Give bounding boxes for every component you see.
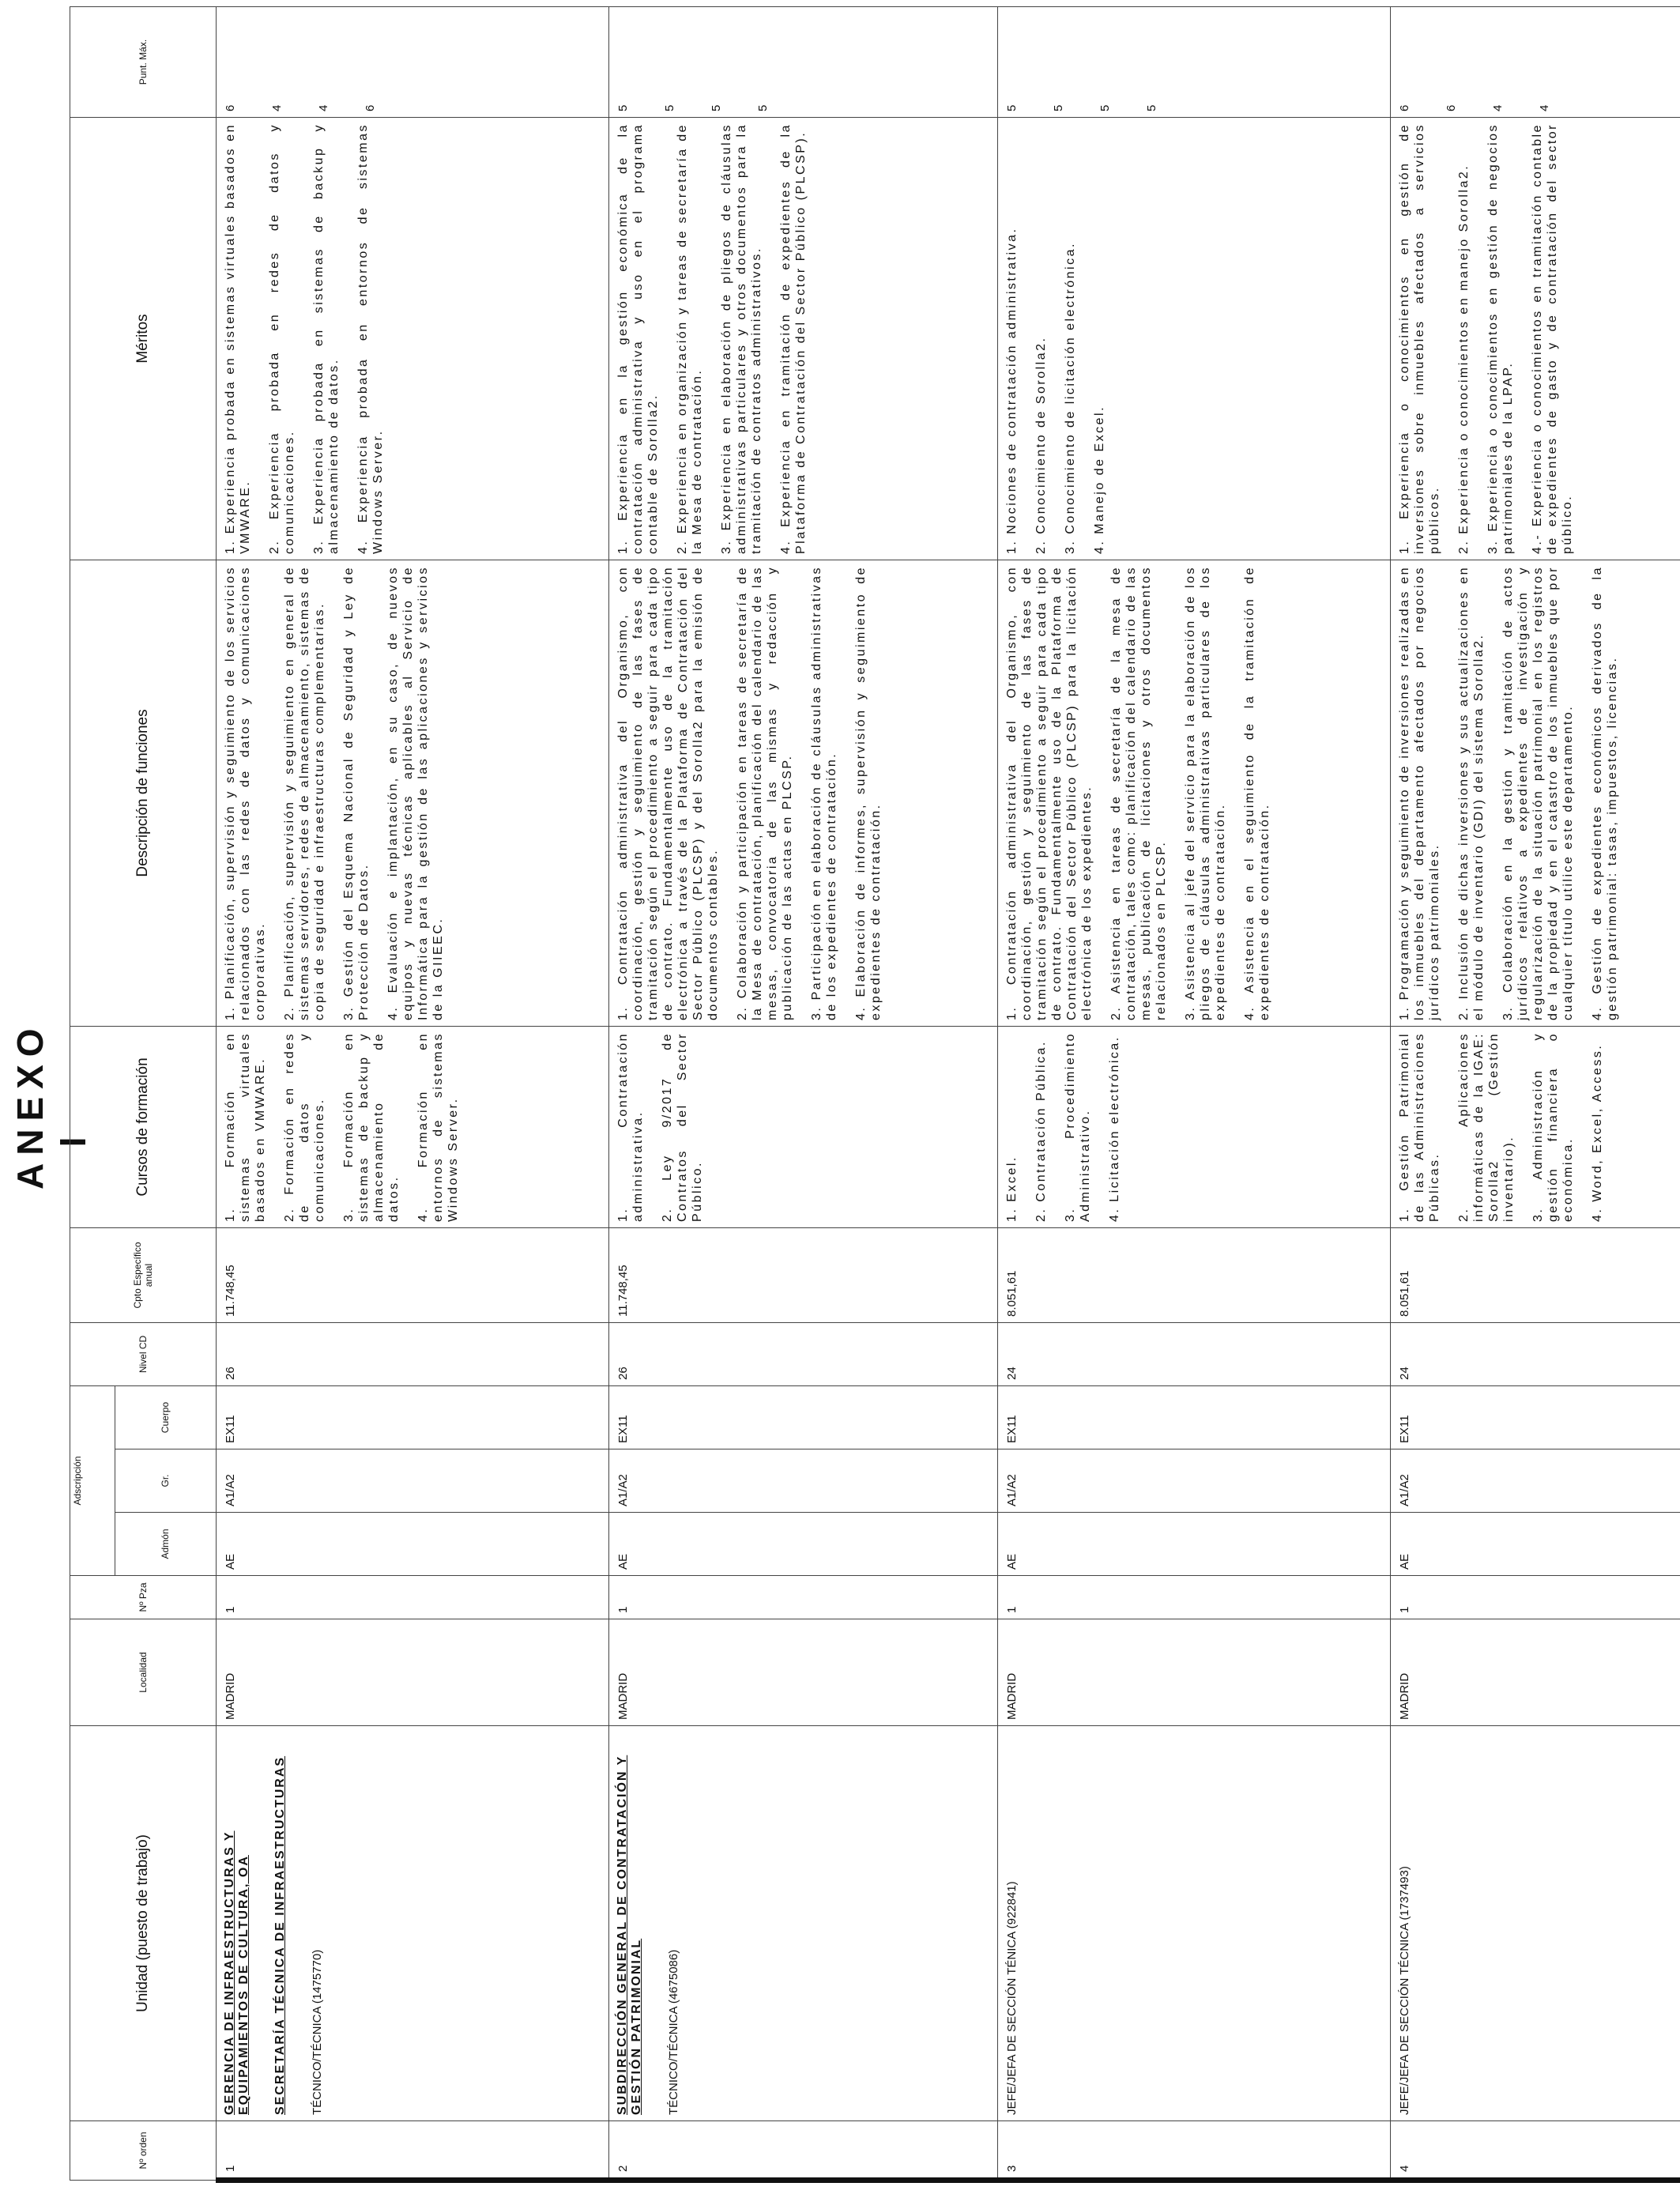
- admon-cell: AE: [609, 1513, 998, 1576]
- section-org-title: GERENCIA DE INFRAESTRUCTURAS Y EQUIPAMIENTOS DE CULTURA, OA: [223, 1830, 250, 2115]
- list-item: 2. Asistencia en tareas de secretaría de la mesa de contratación, tales como: planificación del calendario de las mesas, publicación de licitaciones y otros documentos relacionados en PLCSP.: [1109, 566, 1168, 1020]
- punt-max-value: 5: [1145, 104, 1158, 111]
- list-item: 4. Experiencia en tramitación de expedientes de la Plataforma de Contratación del Sector Público (PLCSP).: [779, 123, 808, 554]
- gr-cell: A1/A2: [1391, 1449, 1680, 1513]
- punt-max-value: 5: [663, 104, 676, 111]
- puesto-name: JEFE/JEFA DE SECCIÓN TÉCNICA (1737493): [1398, 1866, 1411, 2115]
- meritos-cell: [609, 118, 998, 560]
- nivel-cell: 26: [609, 1323, 998, 1386]
- puntos-cell: [998, 7, 1391, 118]
- cuerpo-cell: EX11: [1391, 1386, 1680, 1449]
- list-item: 3. Experiencia o conocimientos en gestión de negocios patrimoniales de la LPAP.: [1486, 123, 1515, 554]
- npza-cell: 1: [998, 1576, 1391, 1619]
- header-admon: Admón: [115, 1513, 216, 1576]
- punt-max-value: 5: [1052, 104, 1065, 111]
- puntos-cell: [1391, 7, 1680, 118]
- table-row: [1391, 7, 1680, 2181]
- cursos-cell: [998, 1027, 1391, 1228]
- punt-max-value: 6: [224, 104, 237, 111]
- list-item: 1. Formación en sistemas virtuales basados en VMWARE.: [224, 1032, 267, 1222]
- list-item: 4. Formación en entornos de sistemas Windows Server.: [416, 1032, 460, 1222]
- section-unit-title: SECRETARÍA TÉCNICA DE INFRAESTRUCTURAS: [273, 1755, 287, 2115]
- list-item: 4. Experiencia probada en entornos de sistemas Windows Server.: [356, 123, 385, 554]
- cursos-cell: [217, 1027, 609, 1228]
- list-item: 2. Aplicaciones informáticas de la IGAE: Sorolla2 (Gestión inventario).: [1457, 1032, 1516, 1222]
- localidad-cell: MADRID: [1391, 1619, 1680, 1726]
- punt-max-value: 4: [1491, 104, 1505, 111]
- orden-cell: 4: [1391, 2121, 1680, 2181]
- list-item: 3. Experiencia probada en sistemas de backup y almacenamiento de datos.: [312, 123, 341, 554]
- localidad-cell: MADRID: [217, 1619, 609, 1726]
- nivel-cell: 24: [998, 1323, 1391, 1386]
- funciones-cell: [1391, 560, 1680, 1027]
- cursos-cell: [609, 1027, 998, 1228]
- list-item: 1. Contratación administrativa del Organismo, con coordinación, gestión y seguimiento de las fases de tramitación según el procedimiento a seguir para cada tipo de contrato. Fundamentalmente uso de la Plataforma de Contratación del Sector Público (PLCSP) para la licitación electrónica de los expedientes.: [1005, 566, 1094, 1020]
- list-item: 3. Experiencia en elaboración de pliegos de cláusulas administrativas particulares y otros documentos para la tramitación de contratos administrativos.: [720, 123, 763, 554]
- list-item: 1. Planificación, supervisión y seguimiento de los servicios relacionados con las redes de datos y comunicaciones corporativas.: [224, 566, 267, 1020]
- npza-cell: 1: [1391, 1576, 1680, 1619]
- punt-max-value: 6: [1445, 104, 1458, 111]
- list-item: 2. Contratación Pública.: [1034, 1040, 1048, 1222]
- puntos-cell: [609, 7, 998, 118]
- punt-max-value: 5: [616, 104, 630, 111]
- list-item: 1. Experiencia en la gestión económica de la contratación administrativa y uso en el programa contable de Sorolla2.: [616, 123, 660, 554]
- table-row: [998, 7, 1391, 2181]
- orden-cell: 3: [998, 2121, 1391, 2181]
- puesto-name: JEFE/JEFA DE SECCIÓN TÉNICA (922841): [1005, 1881, 1019, 2115]
- list-item: 1. Experiencia o conocimientos en gestión de inversiones sobre inmuebles afectados a servicios públicos.: [1398, 123, 1441, 554]
- header-localidad: Localidad: [70, 1619, 217, 1726]
- orden-cell: 2: [609, 2121, 998, 2181]
- header-cpto: Cpto Específico anual: [70, 1228, 217, 1323]
- header-unidad: Unidad (puesto de trabajo): [70, 1726, 217, 2121]
- header-npza: Nº Pza: [70, 1576, 217, 1619]
- punt-max-value: 6: [363, 104, 377, 111]
- table-row: [609, 7, 998, 2181]
- puesto-name: TÉCNICO/TÉCNICA (1475770): [311, 1949, 324, 2115]
- list-item: 3. Conocimiento de licitación electrónica.: [1064, 242, 1077, 554]
- list-item: 2. Experiencia en organización y tareas de secretaría de la Mesa de contratación.: [676, 123, 704, 554]
- cpto-cell: 8.051,61: [998, 1228, 1391, 1323]
- admon-cell: AE: [217, 1513, 609, 1576]
- header-orden: Nº orden: [70, 2121, 217, 2181]
- list-item: 4. Word, Excel, Access.: [1591, 1043, 1604, 1222]
- cpto-cell: 11.748,45: [217, 1228, 609, 1323]
- table-row: [217, 7, 609, 2181]
- list-item: 1. Excel.: [1005, 1155, 1019, 1222]
- header-descripcion: Descripción de funciones: [70, 560, 217, 1027]
- list-item: 4. Asistencia en el seguimiento de la tramitación de expedientes de contratación.: [1243, 566, 1271, 1020]
- annex-table-rotated: [70, 9, 1642, 2183]
- list-item: 1. Contratación administrativa del Organismo, con coordinación, gestión y seguimiento de las fases de tramitación según el procedimiento a seguir para cada tipo de contrato. Fundamentalmente uso de la tramitación electrónica a través de la Plataforma de Contratación del Sector Público (PLCSP) y del Sorolla2 para la emisión de documentos contables.: [616, 566, 720, 1020]
- list-item: 2. Inclusión de dichas inversiones y sus actualizaciones en el módulo de inventario (GDI) del sistema Sorolla2.: [1457, 566, 1486, 1020]
- list-item: 1. Programación y seguimiento de inversiones realizadas en los inmuebles del departamento afectados por negocios jurídicos patrimoniales.: [1398, 566, 1441, 1020]
- funciones-cell: [609, 560, 998, 1027]
- header-cursos: Cursos de formación: [70, 1027, 217, 1228]
- punt-max-value: 5: [710, 104, 723, 111]
- table-body: [217, 7, 1680, 2181]
- localidad-cell: MADRID: [998, 1619, 1391, 1726]
- punt-max-value: 4: [317, 104, 330, 111]
- list-item: 2. Colaboración y participación en tareas de secretaría de la Mesa de contratación, planificación del calendario de las mesas, convocatoria de las mismas y redacción y publicación de las actas en PLCSP.: [736, 566, 794, 1020]
- funciones-cell: [998, 560, 1391, 1027]
- list-item: 4. Gestión de expedientes económicos derivados de la gestión patrimonial: tasas, impuestos, licencias.: [1591, 566, 1619, 1020]
- list-item: 2. Formación en redes de datos y comunicaciones.: [283, 1032, 326, 1222]
- list-item: 1. Contratación administrativa.: [616, 1032, 645, 1222]
- gr-cell: A1/A2: [609, 1449, 998, 1513]
- npza-cell: 1: [217, 1576, 609, 1619]
- orden-cell: 1: [217, 2121, 609, 2181]
- header-adscripcion: Adscripción: [70, 1386, 115, 1576]
- meritos-cell: [1391, 118, 1680, 560]
- list-item: 3. Administración y gestión financiera o económica.: [1531, 1032, 1575, 1222]
- header-nivel: Nivel CD: [70, 1323, 217, 1386]
- header-puntmax: Punt. Máx.: [70, 7, 217, 118]
- puesto-name: TÉCNICO/TÉCNICA (4675086): [667, 1949, 680, 2115]
- unidad-cell: [998, 1726, 1391, 2121]
- list-item: 3. Procedimiento Administrativo.: [1064, 1032, 1092, 1222]
- list-item: 2. Planificación, supervisión y seguimiento en general de sistemas servidores, redes de almacenamiento, sistemas de copia de seguridad e infraestructuras complementarias.: [283, 566, 326, 1020]
- header-gr: Gr.: [115, 1449, 216, 1513]
- cuerpo-cell: EX11: [998, 1386, 1391, 1449]
- punt-max-value: 6: [1398, 104, 1411, 111]
- list-item: 3. Asistencia al jefe del servicio para la elaboración de los pliegos de cláusulas administrativas particulares de los expedientes de contratación.: [1184, 566, 1227, 1020]
- list-item: 1. Nociones de contratación administrativa.: [1005, 227, 1019, 554]
- list-item: 3. Formación en sistemas de backup y almacenamiento de datos.: [342, 1032, 401, 1222]
- punt-max-value: 5: [756, 104, 770, 111]
- cursos-cell: [1391, 1027, 1680, 1228]
- unidad-cell: [217, 1726, 609, 2121]
- header-meritos: Méritos: [70, 118, 217, 560]
- list-item: 2. Ley 9/2017 de Contratos del Sector Público.: [661, 1032, 704, 1222]
- localidad-cell: MADRID: [609, 1619, 998, 1726]
- punt-max-value: 4: [270, 104, 284, 111]
- list-item: 4. Licitación electrónica.: [1108, 1035, 1121, 1222]
- list-item: 4. Evaluación e implantación, en su caso, de nuevos equipos y nuevas técnicas aplicables al Servicio de Informática para la gestión de las aplicaciones y servicios de la GIIEEC.: [386, 566, 445, 1020]
- funciones-cell: [217, 560, 609, 1027]
- page-title: ANEXO I: [9, 1020, 93, 1189]
- section-unit-title: SUBDIRECCIÓN GENERAL DE CONTRATACIÓN Y GESTIÓN PATRIMONIAL: [616, 1755, 643, 2115]
- list-item: 4.- Experiencia o conocimientos en tramitación contable de expedientes de gasto y de contratación del sector público.: [1531, 123, 1574, 554]
- annex-table: [70, 6, 1680, 2183]
- admon-cell: AE: [1391, 1513, 1680, 1576]
- puntos-cell: [217, 7, 609, 118]
- list-item: 4. Manejo de Excel.: [1093, 405, 1106, 554]
- header-cuerpo: Cuerpo: [115, 1386, 216, 1449]
- meritos-cell: [217, 118, 609, 560]
- list-item: 3. Gestión del Esquema Nacional de Seguridad y Ley de Protección de Datos.: [342, 566, 371, 1020]
- list-item: 3. Participación en elaboración de cláusulas administrativas de los expedientes de contratación.: [810, 566, 838, 1020]
- list-item: 3. Colaboración en la gestión y tramitación de actos jurídicos relativos a expedientes de investigación y regularización de la situación patrimonial en los registros de la propiedad y en el catastro de los inmuebles que por cualquier título utilice este departamento.: [1501, 566, 1575, 1020]
- admon-cell: AE: [998, 1513, 1391, 1576]
- list-item: 2. Conocimiento de Sorolla2.: [1034, 336, 1048, 554]
- cuerpo-cell: EX11: [609, 1386, 998, 1449]
- list-item: 2. Experiencia o conocimientos en manejo Sorolla2.: [1457, 164, 1471, 554]
- nivel-cell: 26: [217, 1323, 609, 1386]
- list-item: 1. Experiencia probada en sistemas virtuales basados en VMWARE.: [224, 123, 252, 554]
- punt-max-value: 4: [1538, 104, 1551, 111]
- punt-max-value: 5: [1005, 104, 1019, 111]
- list-item: 1. Gestión Patrimonial de las Administraciones Públicas.: [1398, 1032, 1441, 1222]
- cpto-cell: 11.748,45: [609, 1228, 998, 1323]
- gr-cell: A1/A2: [998, 1449, 1391, 1513]
- list-item: 2. Experiencia probada en redes de datos y comunicaciones.: [268, 123, 296, 554]
- list-item: 4. Elaboración de informes, supervisión y seguimiento de expedientes de contratación.: [854, 566, 883, 1020]
- npza-cell: 1: [609, 1576, 998, 1619]
- unidad-cell: [1391, 1726, 1680, 2121]
- cpto-cell: 8.051,61: [1391, 1228, 1680, 1323]
- meritos-cell: [998, 118, 1391, 560]
- punt-max-value: 5: [1098, 104, 1112, 111]
- nivel-cell: 24: [1391, 1323, 1680, 1386]
- unidad-cell: [609, 1726, 998, 2121]
- gr-cell: A1/A2: [217, 1449, 609, 1513]
- cuerpo-cell: EX11: [217, 1386, 609, 1449]
